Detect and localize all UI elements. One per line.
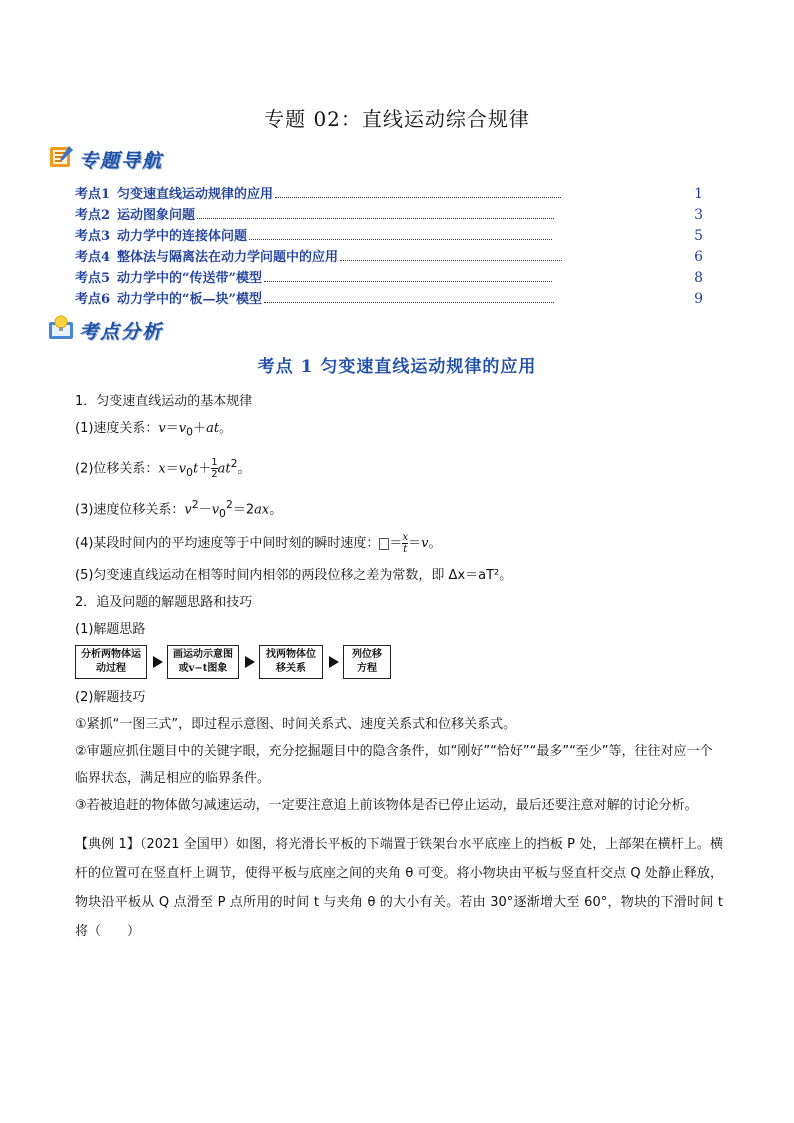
formula-velocity-label: (1)速度关系： bbox=[75, 421, 159, 436]
toc-item-page: 5 bbox=[694, 228, 703, 244]
toc-item-label: 匀变速直线运动规律的应用 bbox=[117, 187, 274, 202]
page-title: 专题 02：直线运动综合规律 bbox=[264, 107, 530, 131]
flow-step: 分析两物体运动过程 bbox=[75, 645, 147, 679]
toc-item-number: 考点4 bbox=[75, 250, 111, 265]
flow-step: 找两物体位移关系 bbox=[259, 645, 323, 679]
tips-block bbox=[75, 684, 725, 819]
table-of-contents bbox=[75, 181, 703, 307]
toc-item-label: 动力学中的“板—块”模型 bbox=[117, 292, 263, 307]
tip-item: ①紧抓“一图三式”，即过程示意图、时间关系式、速度关系式和位移关系式。 bbox=[75, 717, 517, 732]
lightbulb-book-icon bbox=[47, 314, 75, 346]
subheading-tips: (2)解题技巧 bbox=[75, 690, 146, 705]
toc-item-label: 整体法与隔离法在动力学问题中的应用 bbox=[117, 250, 339, 265]
formula-average-velocity: (4)某段时间内的平均速度等于中间时刻的瞬时速度： ＝ $\frac{x}{t}$ ＝v。 bbox=[75, 532, 442, 556]
section-body bbox=[75, 388, 725, 643]
toc-item-page: 6 bbox=[694, 249, 703, 265]
nav-banner bbox=[47, 143, 163, 175]
toc-item[interactable] bbox=[75, 286, 703, 307]
toc-item-number: 考点1 bbox=[75, 187, 111, 202]
formula-vd-label: (3)速度位移关系： bbox=[75, 501, 185, 517]
heading-basic-laws: 1．匀变速直线运动的基本规律 bbox=[75, 394, 253, 409]
toc-leader-dots bbox=[197, 206, 554, 219]
toc-item[interactable] bbox=[75, 244, 703, 265]
formula-velocity-displacement: (3)速度位移关系：$v^2-v_0^2=2ax$。 bbox=[75, 497, 283, 520]
formula-velocity: (1)速度关系：$v=v_0+at$。 bbox=[75, 421, 233, 439]
nav-banner-label: 专题导航 bbox=[79, 149, 164, 172]
heading-pursuit: 2．追及问题的解题思路和技巧 bbox=[75, 595, 253, 611]
analysis-banner-label: 考点分析 bbox=[79, 320, 164, 343]
toc-item[interactable] bbox=[75, 181, 703, 202]
arrow-right-icon bbox=[153, 656, 163, 668]
flow-step: 列位移方程 bbox=[343, 645, 391, 679]
toc-item[interactable] bbox=[75, 265, 703, 286]
formula-displacement: (2)位移关系：$x=v_0t+$ $\frac{1}{2}$ $at^2$。 bbox=[75, 456, 251, 480]
toc-item-number: 考点2 bbox=[75, 208, 111, 223]
toc-item[interactable] bbox=[75, 202, 703, 223]
solution-flowchart bbox=[75, 645, 391, 679]
toc-item-page: 3 bbox=[694, 207, 703, 223]
toc-leader-dots bbox=[249, 227, 552, 240]
arrow-right-icon bbox=[329, 656, 339, 668]
section-title: 考点 1 匀变速直线运动规律的应用 bbox=[257, 357, 537, 377]
formula-avg-label: (4)某段时间内的平均速度等于中间时刻的瞬时速度： bbox=[75, 536, 380, 552]
analysis-banner bbox=[47, 314, 163, 346]
nav-book-icon bbox=[47, 143, 75, 175]
toc-leader-dots bbox=[264, 290, 554, 303]
example-problem: 【典例 1】（2021 全国甲）如图，将光滑长平板的下端置于铁架台水平底座上的挡板 P 处，上部架在横杆上。横杆的位置可在竖直杆上调节，使得平板与底座之间的夹角 θ 可变。将小物块由平板与竖直杆交点 Q 处静止释放，物块沿平板从 Q 点滑至 P 点所用的时间 t 与夹角 θ 的大小有关。若由 30°逐渐增大至 60°，物块的下滑时间 t 将（ ） bbox=[75, 837, 723, 939]
toc-item-number: 考点3 bbox=[75, 229, 111, 244]
toc-item-page: 8 bbox=[694, 270, 703, 286]
toc-item-label: 运动图象问题 bbox=[117, 208, 196, 223]
toc-leader-dots bbox=[275, 185, 561, 198]
toc-item-label: 动力学中的“传送带”模型 bbox=[117, 271, 263, 286]
toc-item-number: 考点5 bbox=[75, 271, 111, 286]
tip-item: ③若被追赶的物体做匀减速运动，一定要注意追上前该物体是否已停止运动，最后还要注意对解的讨论分析。 bbox=[75, 798, 698, 813]
arrow-right-icon bbox=[245, 656, 255, 668]
flow-step: 画运动示意图或v−t图象 bbox=[167, 645, 239, 679]
toc-item-number: 考点6 bbox=[75, 292, 111, 307]
toc-leader-dots bbox=[340, 248, 562, 261]
toc-leader-dots bbox=[264, 269, 552, 282]
toc-item-label: 动力学中的连接体问题 bbox=[117, 229, 248, 244]
formula-displacement-label: (2)位移关系： bbox=[75, 460, 159, 476]
subheading-approach: (1)解题思路 bbox=[75, 622, 146, 638]
toc-item-page: 9 bbox=[694, 291, 703, 307]
toc-item[interactable] bbox=[75, 223, 703, 244]
formula-difference: (5)匀变速直线运动在相等时间内相邻的两段位移之差为常数，即 Δx＝aT²。 bbox=[75, 568, 513, 584]
toc-item-page: 1 bbox=[694, 186, 703, 202]
tip-item: ②审题应抓住题目中的关键字眼，充分挖掘题目中的隐含条件，如“刚好”“恰好”“最多”“至少”等，往往对应一个临界状态，满足相应的临界条件。 bbox=[75, 744, 713, 786]
